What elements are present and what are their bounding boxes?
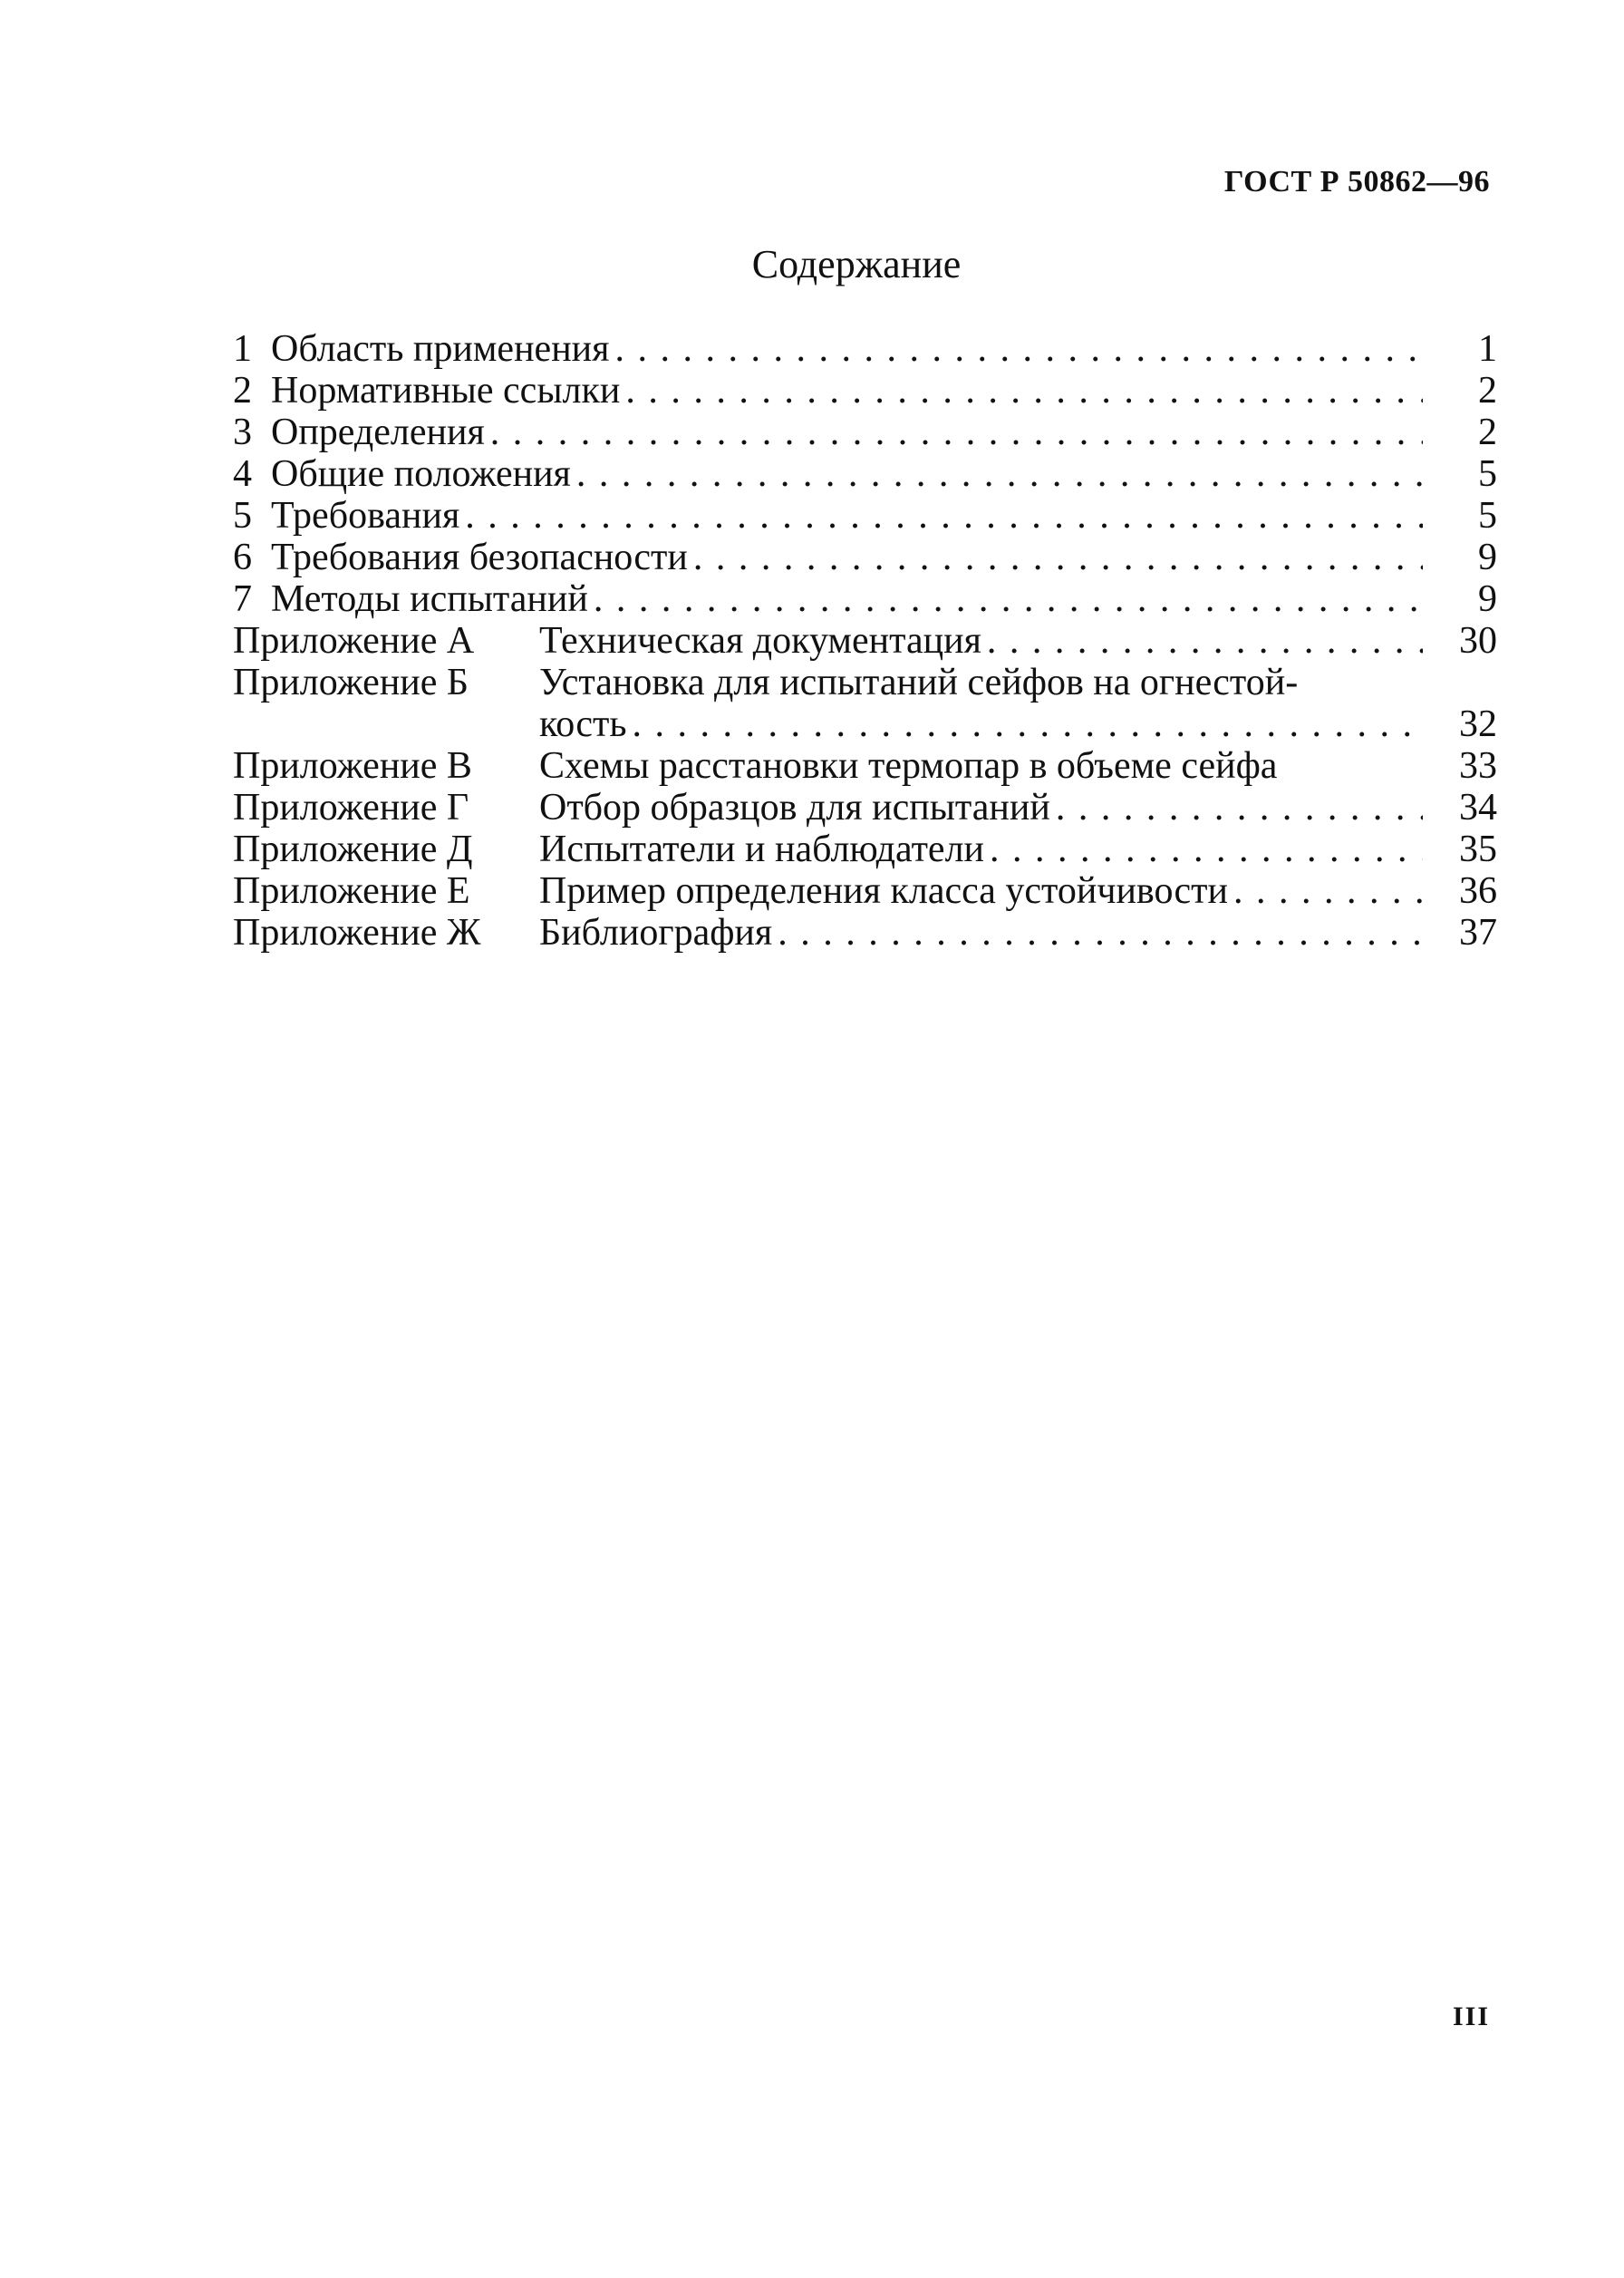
dot-leader <box>1233 870 1423 912</box>
toc-entry-page: 9 <box>1478 578 1497 620</box>
toc-entry-title: Определения <box>271 412 485 453</box>
toc-entry[interactable] <box>233 578 1497 620</box>
toc-title: Содержание <box>751 242 962 286</box>
appendix-label: Приложение Д <box>233 829 473 870</box>
page-number: III <box>1452 2002 1490 2031</box>
toc-entry-page: 5 <box>1478 453 1497 495</box>
toc-entry-page: 9 <box>1478 537 1497 578</box>
dot-leader <box>465 495 1423 537</box>
toc-entry[interactable] <box>233 537 1497 578</box>
appendix-title: Установка для испытаний сейфов на огнестой- <box>539 662 1299 703</box>
appendix-label: Приложение Г <box>233 787 469 829</box>
toc-entry-title: Требования <box>271 495 460 537</box>
toc-entry[interactable] <box>233 453 1497 495</box>
toc-entry-title: Методы испытаний <box>271 578 588 620</box>
toc-entry-number: 7 <box>233 578 252 620</box>
toc-entry-number: 3 <box>233 412 252 453</box>
appendix-page: 33 <box>1459 745 1497 787</box>
toc-entry-number: 1 <box>233 328 252 370</box>
appendix-title: Техническая документация <box>539 620 981 662</box>
appendix-label: Приложение А <box>233 620 475 662</box>
appendix-label: Приложение В <box>233 745 472 787</box>
appendix-page: 34 <box>1459 787 1497 829</box>
dot-leader <box>778 912 1423 954</box>
appendix-page: 32 <box>1459 703 1497 745</box>
dot-leader <box>576 453 1423 495</box>
appendix-title: Библиография <box>539 912 773 954</box>
toc-entry-title: Общие положения <box>271 453 571 495</box>
toc-appendix-entry[interactable] <box>233 745 1497 787</box>
toc-appendix-entry[interactable] <box>233 620 1497 662</box>
appendix-label: Приложение Е <box>233 870 470 912</box>
toc-entry-title: Нормативные ссылки <box>271 370 621 412</box>
toc-appendix-entry[interactable] <box>233 912 1497 954</box>
toc-entry-page: 2 <box>1478 370 1497 412</box>
document-standard-header: ГОСТ Р 50862—96 <box>1223 165 1490 199</box>
appendix-label: Приложение Ж <box>233 912 481 954</box>
appendix-page: 35 <box>1459 829 1497 870</box>
toc-entry-number: 6 <box>233 537 252 578</box>
appendix-title-continuation: кость <box>539 703 627 745</box>
toc-entry-title: Область применения <box>271 328 610 370</box>
toc-appendix-entry[interactable] <box>233 870 1497 912</box>
toc-appendix-entry-continuation[interactable] <box>233 703 1497 745</box>
toc-entry[interactable] <box>233 412 1497 453</box>
appendix-page: 30 <box>1459 620 1497 662</box>
appendix-title: Пример определения класса устойчивости <box>539 870 1228 912</box>
dot-leader <box>1056 787 1423 829</box>
toc-appendix-entry[interactable] <box>233 829 1497 870</box>
toc-entry[interactable] <box>233 328 1497 370</box>
dot-leader <box>625 370 1423 412</box>
toc-entry-number: 5 <box>233 495 252 537</box>
toc-entry-title: Требования безопасности <box>271 537 688 578</box>
dot-leader <box>693 537 1423 578</box>
toc-entry-number: 2 <box>233 370 252 412</box>
toc-entry-number: 4 <box>233 453 252 495</box>
appendix-page: 36 <box>1459 870 1497 912</box>
toc-entry[interactable] <box>233 495 1497 537</box>
toc-appendix-entry[interactable] <box>233 787 1497 829</box>
dot-leader <box>987 620 1423 662</box>
dot-leader <box>594 578 1423 620</box>
table-of-contents <box>233 328 1497 954</box>
appendix-title: Отбор образцов для испытаний <box>539 787 1050 829</box>
dot-leader <box>614 328 1423 370</box>
dot-leader <box>632 703 1423 745</box>
dot-leader <box>990 829 1423 870</box>
appendix-title: Схемы расстановки термопар в объеме сейфа <box>539 745 1278 787</box>
appendix-label: Приложение Б <box>233 662 469 703</box>
toc-entry-page: 2 <box>1478 412 1497 453</box>
toc-entry-page: 1 <box>1478 328 1497 370</box>
appendix-page: 37 <box>1459 912 1497 954</box>
appendix-title: Испытатели и наблюдатели <box>539 829 984 870</box>
toc-entry-page: 5 <box>1478 495 1497 537</box>
dot-leader <box>490 412 1423 453</box>
toc-appendix-entry[interactable] <box>233 662 1497 703</box>
toc-entry[interactable] <box>233 370 1497 412</box>
